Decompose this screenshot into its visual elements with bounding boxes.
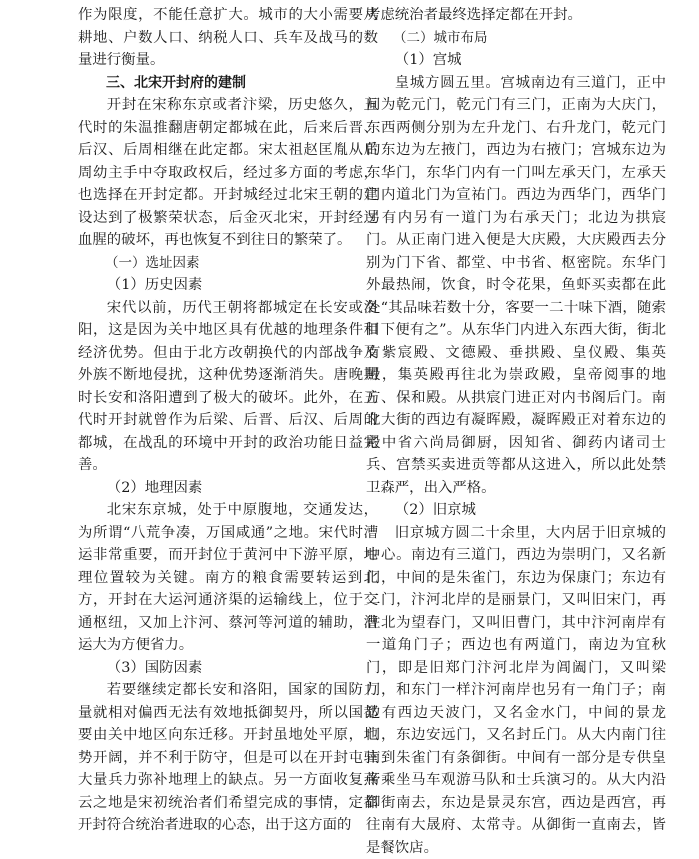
subsection-heading: （一）选址因素: [78, 252, 378, 275]
item-heading: （1）宫城: [366, 49, 666, 72]
right-column: [366, 4, 666, 859]
paragraph: 北宋东京城，处于中原腹地，交通发达，为所谓“八荒争凑，万国咸通”之地。宋代时漕运非常重要，而开封位于黄河中下游平原，地理位置较为关键。南方的粮食需要转运到北方，开封在大运河通济渠的运输线上，位于交通枢纽，又加上汴河、蔡河等河道的辅助，漕运大为方便省力。: [78, 499, 378, 657]
paragraph: 宋代以前，历代王朝将都城定在长安或洛阳，这是因为关中地区具有优越的地理条件和经济优势。但由于北方改朝换代的内部战争及外族不断地侵扰，这种优势逐渐消失。唐晚期时长安和洛阳遭到了极大的破坏。此外，在五代时开封就曾作为后梁、后晋、后汉、后周的都城，在战乱的环境中开封的政治功能日益完善。: [78, 297, 378, 477]
paragraph: 旧京城方圆二十余里，大内居于旧京城的中心。南边有三道门，西边为崇明门，又名新门，中间的是朱雀门，东边为保康门；东边有二门，汴河北岸的是丽景门，又叫旧宋门，再往北为望春门，又叫旧曹门，其中汴河南岸有一道角门子；西边也有两道门，南边为宜秋门，即是旧郑门汴河北岸为阊阖门，又叫梁门，和东门一样汴河南岸也另有一角门子；南边有西边天波门，又名金水门，中间的景龙门，东边安远门，又名封丘门。从大内南门往南到朱雀门有条御街。中间有一部分是专供皇帝乘坐马车观游马队和士兵演习的。从大内沿御街南去，东边是景灵东宫，西边是西宫，再往南有大晟府、太常寺。从御街一直南去，皆是餐饮店。: [366, 522, 666, 859]
item-heading: （1）历史因素: [78, 274, 378, 297]
item-heading: （3）国防因素: [78, 657, 378, 680]
subsection-heading: （二）城市布局: [366, 27, 666, 50]
paragraph: 皇城方圆五里。宫城南边有三道门，正中间为乾元门，乾元门有三门，正南为大庆门，东西两侧分别为左升龙门、右升龙门，乾元门的东边为左掖门，西边为右掖门；宫城东边为东华门，东华门内有一门叫左承天门，左承天门内道北门为宣祐门。西边为西华门，西华门另有内另有一道门为右承天门；北边为拱宸门。从正南门进入便是大庆殿，大庆殿西去分别为门下省、都堂、中书省、枢密院。东华门外最热闹，饮食，时令花果，鱼虾买卖都在此处“其品味若数十分，客要一二十味下酒，随索目下便有之”。从东华门内进入东西大街，街北有紫宸殿、文德殿、垂拱殿、皇仪殿、集英殿，集英殿再往北为崇政殿，皇帝阅事的地方、保和殿。从拱宸门进正对内书阁后门。南北大街的西边有凝晖殿，凝晖殿正对着东边的殿中省六尚局御厨，因知省、御药内诸司士兵、宫禁买卖进贡等都从这进入，所以此处禁卫森严，出入严格。: [366, 72, 666, 500]
left-column: [78, 4, 378, 837]
paragraph: 开封在宋称东京或者汴梁，历史悠久，五代时的朱温推翻唐朝定都城在此，后来后晋、后汉、后周相继在此定都。宋太祖赵匡胤从后周幼主手中夺取政权后，经过多方面的考虑，也选择在开封定都。开封城经过北宋王朝的建设达到了极繁荣状态，后金灭北宋，开封经过血腥的破坏，再也恢复不到往日的繁荣了。: [78, 94, 378, 252]
paragraph-continuation: 作为限度，不能任意扩大。城市的大小需要从耕地、户数人口、纳税人口、兵车及战马的数量进行衡量。: [78, 4, 378, 72]
item-heading: （2）地理因素: [78, 477, 378, 500]
paragraph-continuation: 考虑统治者最终选择定都在开封。: [366, 4, 666, 27]
paragraph: 若要继续定都长安和洛阳，国家的国防力量就相对偏西无法有效地抵御契丹，所以国都要由关中地区向东迁移。开封虽地处平原，地势开阔，并不利于防守，但是可以在开封屯驻大量兵力弥补地理上的缺点。另一方面收复燕云之地是宋初统治者们希望完成的事情，定都开封符合统治者进取的心态，出于这方面的: [78, 679, 378, 837]
section-heading: 三、北宋开封府的建制: [78, 72, 378, 95]
item-heading: （2）旧京城: [366, 499, 666, 522]
